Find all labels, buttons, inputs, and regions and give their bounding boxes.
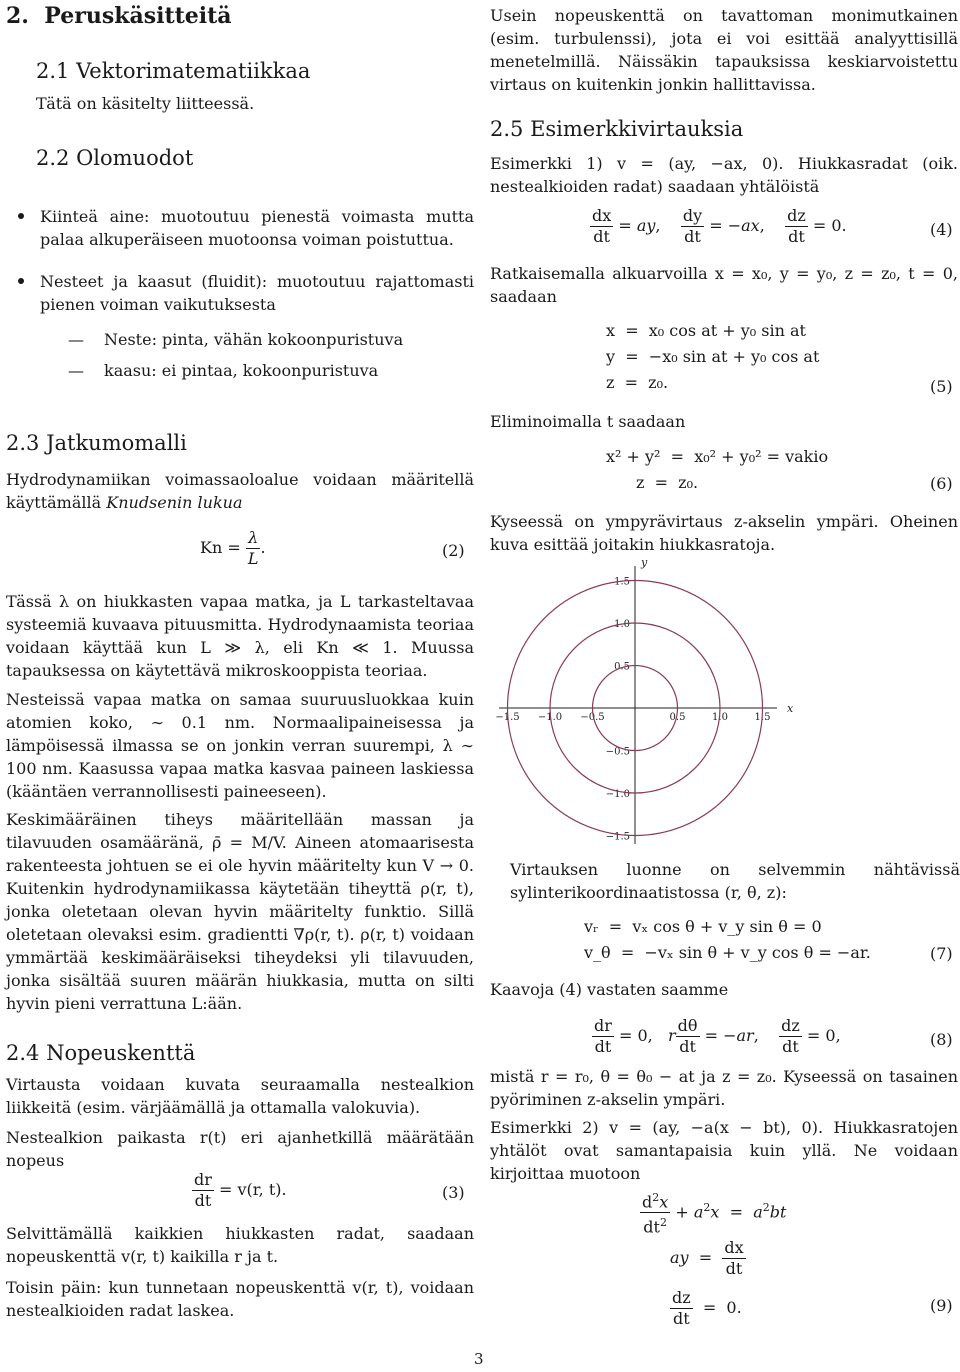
equation-5 xyxy=(600,318,825,396)
bullet-solid: Kiinteä aine: muotoutuu pienestä voimasta mutta palaa alkuperäiseen muotoonsa voiman poistuttua. xyxy=(6,205,474,251)
paragraph-circular: Kyseessä on ympyrävirtaus z-akselin ympäri. Oheinen kuva esittää joitakin hiukkasratoja. xyxy=(490,512,958,554)
x-tick-label: −1.5 xyxy=(495,712,520,723)
paragraph-flow-desc: Virtausta voidaan kuvata seuraamalla nestealkion liikkeitä (esim. värjäämällä ja ottamalla valokuvia). xyxy=(6,1075,474,1117)
x-axis-label: x xyxy=(787,702,794,715)
page-number: 3 xyxy=(474,1350,484,1368)
paragraph-example-1: Esimerkki 1) v = (ay, −ax, 0). Hiukkasradat (oik. nestealkioiden radat) saadaan yhtälöistä xyxy=(490,154,958,196)
paragraph-position: Nestealkion paikasta r(t) eri ajanhetkillä määrätään nopeus xyxy=(6,1128,474,1170)
eq5-line-2: y = −x₀ sin at + y₀ cos at xyxy=(606,347,820,366)
paragraph-free-path: Nesteissä vapaa matka on samaa suuruusluokkaa kuin atomien koko, ∼ 0.1 nm. Normaalipaineisessa ja lämpöisessä ilmassa se on jonkin verran suurempi, λ ∼ 100 nm. Kaasussa vapaa matka kasvaa paineen laskiessa (kääntäen verrannollisesti paineeseen). xyxy=(6,690,474,801)
section-title: 2. Peruskäsitteitä xyxy=(6,3,232,29)
heading-2-5: 2.5 Esimerkkivirtauksia xyxy=(490,117,744,141)
equation-4-number: (4) xyxy=(930,220,953,239)
y-tick-label: 1.0 xyxy=(614,619,630,630)
equation-9-number: (9) xyxy=(930,1296,953,1315)
x-tick-label: −1.0 xyxy=(537,712,563,723)
paragraph-cylindrical: Virtauksen luonne on selvemmin nähtävissä sylinterikoordinaatistossa (r, θ, z): xyxy=(510,860,960,902)
paragraph-lambda: Tässä λ on hiukkasten vapaa matka, ja L tarkasteltavaa systeemiä kuvaava pituusmitta. Hydrodynaamista teoriaa voidaan käyttää kun L ≫ λ, eli Kn ≪ 1. Muussa tapauksessa on käytettävä mikroskooppista teoriaa. xyxy=(6,592,474,680)
paragraph-turbulence: Usein nopeuskenttä on tavattoman monimutkainen (esim. turbulenssi), jota ei voi esittää analyyttisillä menetelmillä. Näissäkin tapauksissa keskiarvoistettu virtaus on kuitenkin jonkin hallittavissa. xyxy=(490,6,958,94)
bullet-fluid: Nesteet ja kaasut (fluidit): muotoutuu rajattomasti pienen voiman vaikutuksesta xyxy=(6,270,474,316)
equation-7-number: (7) xyxy=(930,944,953,963)
equation-8-number: (8) xyxy=(930,1030,953,1049)
paragraph-initial: Ratkaisemalla alkuarvoilla x = x₀, y = y₀, z = z₀, t = 0, saadaan xyxy=(490,264,958,306)
x-tick-label: 1.5 xyxy=(754,712,771,723)
paragraph-kaavoja: Kaavoja (4) vastaten saamme xyxy=(490,980,729,999)
paragraph-example-2: Esimerkki 2) v = (ay, −a(x − bt), 0). Hiukkasratojen yhtälöt ovat samantapaisia kuin yllä. Ne voidaan kirjoittaa muotoon xyxy=(490,1118,958,1183)
dash-liquid: — Neste: pinta, vähän kokoonpuristuva xyxy=(6,328,474,351)
paragraph-mista: mistä r = r₀, θ = θ₀ − at ja z = z₀. Kyseessä on tasainen pyöriminen z-akselin ympäri. xyxy=(490,1067,958,1109)
trajectory-chart xyxy=(495,556,800,850)
knudsen-intro: Hydrodynamiikan voimassaoloalue voidaan määritellä käyttämällä Knudsenin lukua xyxy=(6,470,474,512)
eq6-line-1: x² + y² = x₀² + y₀² = vakio xyxy=(606,447,829,466)
eq6-line-2: z = z₀. xyxy=(636,473,699,492)
y-tick-label: −1.0 xyxy=(605,789,630,800)
equation-6-number: (6) xyxy=(930,474,953,493)
equation-8: $\frac{dr}{dt}$ = 0, r $\frac{d\theta}{dt}$ = −ar, $\frac{dz}{dt}$ = 0, xyxy=(594,1016,841,1056)
equation-2: Kn = $\frac{\lambda}{L}$ . xyxy=(200,528,266,568)
eq5-line-1: x = x₀ cos at + y₀ sin at xyxy=(606,321,806,340)
eq5-line-3: z = z₀. xyxy=(606,373,669,392)
equation-4: $\frac{dx}{dt}$ = ay, $\frac{dy}{dt}$ = −ax, $\frac{dz}{dt}$ = 0. xyxy=(592,206,847,246)
heading-2-3: 2.3 Jatkumomalli xyxy=(6,431,187,455)
equation-5-number: (5) xyxy=(930,377,953,396)
equation-6 xyxy=(600,444,834,496)
states-list xyxy=(6,205,474,316)
equation-3-number: (3) xyxy=(442,1183,465,1202)
heading-2-1: 2.1 Vektorimatematiikkaa xyxy=(36,59,311,83)
y-axis-label: y xyxy=(641,556,648,569)
y-tick-label: 0.5 xyxy=(614,661,630,673)
text-2-1: Tätä on käsitelty liitteessä. xyxy=(36,94,255,113)
x-tick-label: 0.5 xyxy=(669,712,686,723)
y-tick-label: −0.5 xyxy=(605,746,630,758)
equation-2-number: (2) xyxy=(442,541,465,560)
y-tick-label: 1.5 xyxy=(614,576,630,588)
heading-2-4: 2.4 Nopeuskenttä xyxy=(6,1041,196,1065)
equation-3: $\frac{dr}{dt}$ = v(r, t). xyxy=(194,1170,287,1210)
fluid-sublist xyxy=(6,328,474,390)
paragraph-inverse: Toisin päin: kun tunnetaan nopeuskenttä v(r, t), voidaan nestealkioiden radat laskea. xyxy=(6,1278,474,1320)
dash-gas: — kaasu: ei pintaa, kokoonpuristuva xyxy=(6,359,474,382)
x-tick-label: −0.5 xyxy=(580,712,605,723)
paragraph-trajectories: Selvittämällä kaikkien hiukkasten radat, saadaan nopeuskenttä v(r, t) kaikilla r ja t. xyxy=(6,1224,474,1266)
eq7-line-2: v_θ = −vₓ sin θ + v_y cos θ = −ar. xyxy=(584,943,871,962)
paragraph-density: Keskimääräinen tiheys määritellään massan ja tilavuuden osamääränä, ρ̄ = M/V. Aineen atomaarisesta rakenteesta johtuen se ei ole hyvin määritelty kun V → 0. Kuitenkin hydrodynamiikassa käytetään tiheyttä ρ(r, t), jonka oletetaan olevan hyvin määritelty funktio. Sillä oletetaan olevaksi esim. gradientti ∇ρ(r, t). ρ(r, t) voidaan ymmärtää keskimääräiseksi tiheydeksi yli tilavuuden, jonka sisältää suuren määrän hiukkasia, mutta on silti hyvin pieni verrattuna L:ään. xyxy=(6,810,474,1013)
paragraph-eliminate: Eliminoimalla t saadaan xyxy=(490,412,686,431)
x-tick-label: 1.0 xyxy=(712,712,728,723)
equation-7 xyxy=(578,914,877,966)
eq7-line-1: vᵣ = vₓ cos θ + v_y sin θ = 0 xyxy=(584,917,822,936)
y-tick-label: −1.5 xyxy=(605,831,630,843)
equation-9: $\frac{d^2x}{dt^2}$ + $a^2x = a^2bt$ ay = $\frac{dx}{dt}$ $\frac{dz}{dt}$ = 0. xyxy=(640,1188,786,1338)
heading-2-2: 2.2 Olomuodot xyxy=(36,146,194,170)
